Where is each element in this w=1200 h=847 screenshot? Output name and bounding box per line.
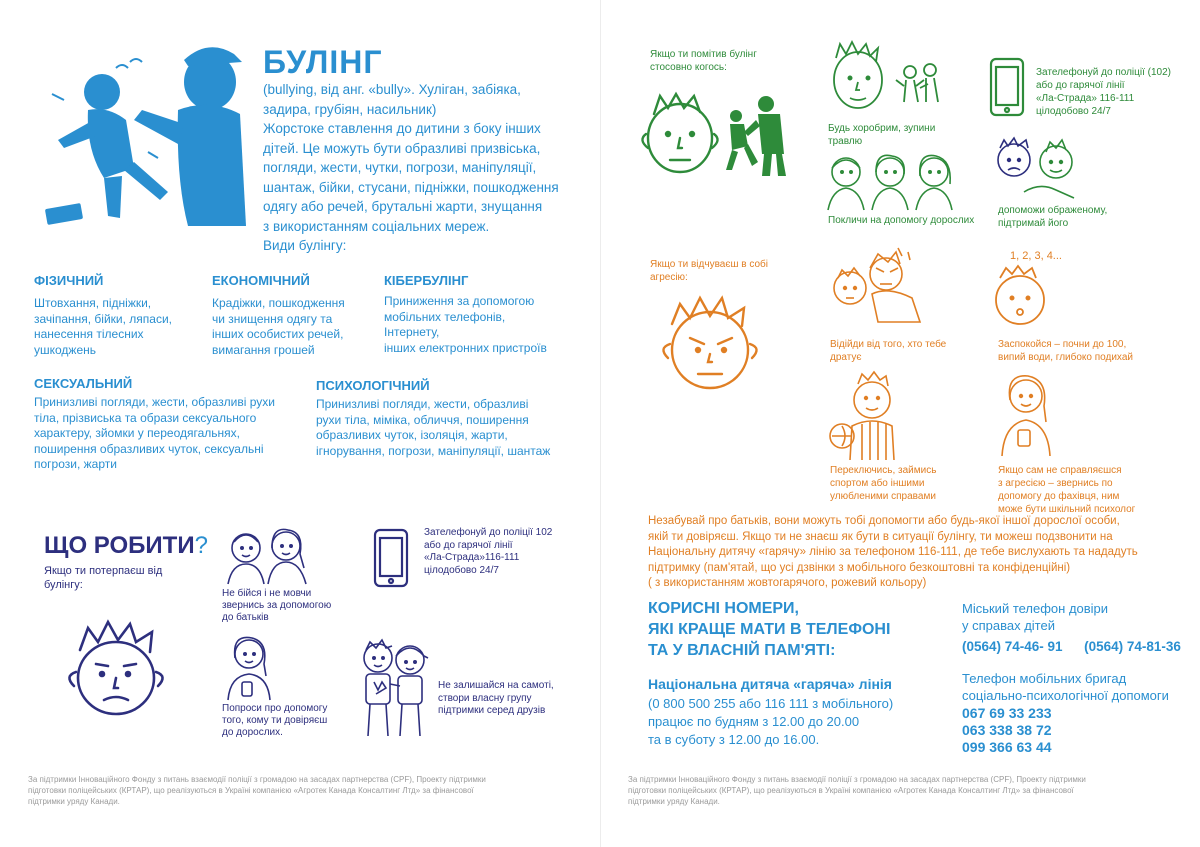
footer-line: підтримки уряду Канади. [628,797,720,806]
type-line: тіла, прізвиська та образи сексуального [34,410,257,425]
title-line: Міський телефон довіри [962,601,1109,616]
friends-icon [354,636,434,740]
parents-icon [222,524,316,586]
type-line: Приниження за допомогою [384,294,535,308]
phone-icon [988,56,1026,118]
title-line: ТА У ВЛАСНІЙ ПАМ'ЯТІ: [648,642,836,659]
type-sexual [34,376,314,473]
type-line: зачіпання, бійки, ляпаси, [34,311,172,326]
tip-line: допоможи ображеному, [998,205,1108,216]
sport-boy-icon [828,370,918,460]
footer-line: підготовки поліцейських (КРТАР), що реалізуються в Україні компанією «Агротек Канада Консалтинг Лтд» за фінансової [628,786,1074,795]
type-line: погрози, жарти [34,457,117,471]
footer-line: За підтримки Інноваційного Фонду з питань взаємодії поліції з громадою на засадах партнерства (CPF), Проекту підтримки [28,775,486,784]
hotline-line: працює по будням з 12.00 до 20.00 [648,714,860,729]
footer-right [628,774,1173,807]
aggression-heading [650,258,768,284]
footer-line: підготовки поліцейських (КРТАР), що реалізуються в Україні компанією «Агротек Канада Консалтинг Лтд» за фінансової [28,786,474,795]
definition-line: дітей. Це можуть бути образливі призвіська, [263,140,541,156]
definition-line: задира, грубіян, насильник) [263,101,437,117]
hotline-details [648,695,893,749]
tip-police [424,527,552,577]
heading-line: агресію: [650,272,688,283]
type-title: КІБЕРБУЛІНГ [384,273,469,288]
type-line: вимагання грошей [212,342,315,357]
hotline-title: Національна дитяча «гаряча» лінія [648,676,892,692]
type-description [34,395,314,473]
type-description [384,294,594,356]
tip-line: Заспокойся – почни до 100, [998,339,1127,350]
tip-line: того, кому ти довіряєш [222,715,328,726]
type-line: інших особистих речей, [212,327,344,341]
definition-line: (bullying, від анг. «bully». Хуліган, забіяка, [263,82,521,97]
tip-line: «Ла-Страда»116-111 [424,552,520,563]
subtitle-line: Якщо ти потерпаєш від [44,565,163,577]
tip-line: Не бійся і не мовчи [222,588,312,599]
help-friend-icon [994,134,1088,204]
note-line: ( з використанням жовтогарячого, рожевий кольору) [648,577,927,589]
type-description [316,397,598,459]
tip-line: цілодобово 24/7 [424,564,499,576]
tip-line: звернись за допомогою [222,600,332,611]
type-line: Принизливі погляди, жести, образливі рухи [34,395,275,409]
tip-line: цілодобово 24/7 [1036,106,1111,117]
type-line: Крадіжки, пошкодження [212,296,345,310]
sad-face-icon [62,620,174,720]
walk-away-icon [828,244,928,324]
tip-line: випий води, глибоко подихай [998,352,1133,363]
type-line: поширення образливих чуток, сексуальні [34,441,264,456]
page-fold [600,0,601,847]
type-cyberbullying [384,273,594,356]
phone-number[interactable]: (0564) 74-46- 91 [962,639,1063,654]
type-physical [34,273,206,358]
tip-switch-activity [830,464,936,503]
tip-line: Відійди від того, хто тебе [830,339,947,350]
witness-face-icon [640,90,790,180]
type-title: ФІЗИЧНИЙ [34,273,104,288]
page-title: БУЛІНГ [263,44,383,80]
tip-line: улюбленими справами [830,491,936,502]
mobile-phone-title [962,670,1169,704]
tip-support-group [438,680,554,718]
tip-line: Покличи на допомогу дорослих [828,215,975,226]
tip-call-police [1036,66,1171,118]
tip-line: Попроси про допомогу [222,703,328,714]
type-line: нанесення тілесних [34,327,144,341]
phone-number[interactable]: 067 69 33 233 [962,705,1052,721]
tip-calm-down [998,338,1133,364]
note-line: Незабувай про батьків, вони можуть тобі допомогти або будь-якої іншої дорослої особи, [648,515,1120,527]
type-title: ЕКОНОМІЧНИЙ [212,273,310,288]
type-line: чи знищення одягу та [212,311,333,326]
angry-face-icon [656,290,768,394]
tip-line: Будь хоробрим, зупини [828,123,936,134]
city-trust-phone [962,600,1181,655]
tip-line: дратує [830,352,862,363]
tip-line: з агресією – звернись по [998,478,1113,489]
tip-line: Якщо сам не справляєшся [998,465,1122,476]
phone-icon [372,527,410,589]
mobile-brigades-phone [962,670,1169,756]
tip-line: створи власну групу [438,692,532,704]
type-line: інших електронних пристроїв [384,340,547,355]
witness-heading [650,48,757,74]
type-line: ушкоджень [34,342,97,357]
footer-line: підтримки уряду Канади. [28,797,120,806]
tip-line: травлю [828,136,863,147]
what-to-do-subtitle [44,564,162,592]
title-line: у справах дітей [962,618,1055,633]
girl-with-phone-icon [224,632,274,702]
tip-line: допомогу до фахівця, ним [998,491,1120,502]
tip-line: може бути шкільний психолог [998,504,1136,515]
footer-line: За підтримки Інноваційного Фонду з питань взаємодії поліції з громадою на засадах партнерства (CPF), Проекту підтримки [628,775,1086,784]
question-mark: ? [194,532,208,559]
type-line: рухи тіла, міміка, обличчя, поширення [316,412,529,427]
title-line: КОРИСНІ НОМЕРИ, [648,600,799,617]
note-line: підтримку (пам'ятай, що усі дзвінки з мобільного безкоштовні та конфіденційні) [648,561,1071,574]
note-line: якій ти довіряєш. Якщо ти не знаєш як бути в ситуації булінгу, ти можеш подзвонити на [648,530,1113,543]
city-phone-numbers [962,638,1181,655]
tip-walk-away [830,338,946,364]
heading-line: Якщо ти помітив булінг [650,49,757,60]
what-to-do-label: ЩО РОБИТИ [44,532,195,559]
tip-line: підтримай його [998,218,1069,229]
hotline-line: (0 800 500 255 або 116 111 з мобільного) [648,696,894,711]
tip-call-adults [828,214,974,227]
definition-line: Жорстоке ставлення до дитини з боку інших [263,121,541,136]
tip-line: Зателефонуй до поліції 102 [424,527,553,538]
subtitle-line: булінгу: [44,579,83,591]
note-line: Національну дитячу «гарячу» лінію за телефоном 116-111, де тебе вислухають та нададуть [648,546,1138,558]
type-line: характеру, зйомки у переодягальнях, [34,426,240,440]
phone-number[interactable]: 063 338 38 72 [962,722,1052,738]
type-line: Штовхання, підніжки, [34,296,152,310]
type-psychological [316,378,598,459]
tip-line: Зателефонуй до поліції (102) [1036,67,1171,78]
phone-number[interactable]: 099 366 63 44 [962,739,1052,755]
tip-line: або до гарячої лінії [1036,80,1125,91]
city-phone-title [962,600,1181,634]
tip-line: Не залишайся на самоті, [438,680,554,691]
definition-line: одягу або речей, брутальні жарти, знущання [263,199,543,214]
parents-note [648,514,1188,592]
tip-line: Переключись, займись [830,465,937,476]
type-line: мобільних телефонів, [384,309,506,324]
title-line: ЯКІ КРАЩЕ МАТИ В ТЕЛЕФОНІ [648,621,891,638]
tip-ask-specialist [998,464,1135,516]
counting-text: 1, 2, 3, 4... [1010,250,1062,262]
definition-line: погляди, жести, чутки, погрози, маніпуляції, [263,160,537,175]
what-to-do-title [44,532,208,560]
tip-line: до батьків [222,612,269,623]
footer-left [28,774,568,807]
definition-line: шантаж, бійки, стусани, підніжки, пошкодження [263,179,559,195]
tip-support-victim [998,204,1107,230]
tip-line: «Ла-Страда» 116-111 [1036,93,1135,104]
bullying-silhouette-illustration [38,40,248,232]
bullying-definition [263,80,598,256]
type-title: СЕКСУАЛЬНИЙ [34,376,133,391]
useful-numbers-title [648,598,890,661]
type-line: ігнорування, погрози, маніпуляції, шантаж [316,443,551,458]
tip-parents [222,588,331,624]
type-title: ПСИХОЛОГІЧНИЙ [316,378,430,393]
type-description [212,296,382,358]
type-line: Інтернету, [384,325,440,339]
tip-line: або до гарячої лінії [424,539,513,551]
tip-trusted-adult [222,703,327,739]
mobile-phone-numbers [962,705,1169,756]
title-line: соціально-психологічної допомоги [962,688,1169,703]
definition-line: з використанням соціальних мереж. [263,218,490,234]
phone-number[interactable]: (0564) 74-81-36 [1084,639,1181,654]
heading-line: Якщо ти відчуваєш в собі [650,259,768,270]
type-line: Принизливі погляди, жести, образливі [316,397,529,411]
tip-line: підтримки серед друзів [438,705,546,716]
girl-phone-orange-icon [996,372,1056,456]
tip-line: до дорослих. [222,727,283,738]
brave-boy-icon [826,40,950,120]
type-description [34,296,206,358]
type-economic [212,273,382,358]
definition-line: Види булінгу: [263,238,347,253]
national-hotline [648,676,893,749]
type-line: образливих чуток, ізоляція, жарти, [316,428,508,442]
hotline-line: та в суботу з 12.00 до 16.00. [648,732,820,747]
calm-face-icon [986,262,1056,332]
adults-icon [826,150,960,212]
tip-line: спортом або іншими [830,478,925,489]
heading-line: стосовно когось: [650,62,727,73]
title-line: Телефон мобільних бригад [962,671,1127,686]
tip-brave [828,122,935,148]
